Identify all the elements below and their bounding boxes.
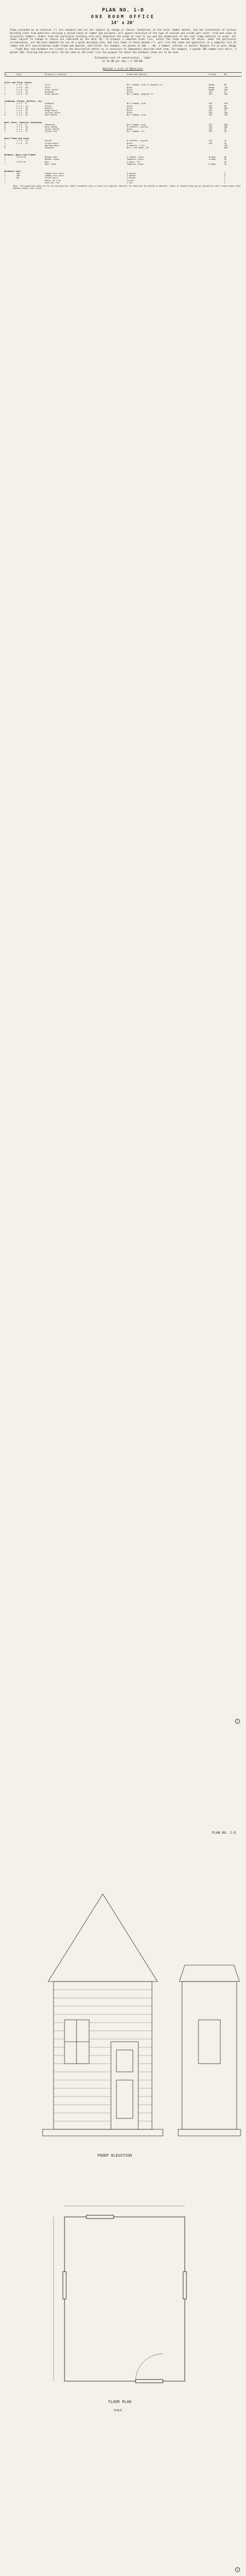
schedule-section: [4, 100, 242, 116]
table-cell: *: [4, 105, 6, 107]
building-size: 14' x 20': [111, 20, 135, 25]
column-header: Size: [16, 73, 21, 76]
table-cell: No.1 Common, pine: [127, 102, 146, 105]
table-cell: *: [4, 86, 6, 89]
table-cell: S4S: [209, 140, 213, 142]
table-cell: 135: [224, 144, 228, 147]
table-cell: #: [4, 125, 6, 128]
side-window: [198, 2020, 220, 2064]
table-cell: Ditto: [127, 105, 133, 107]
door: [111, 2042, 138, 2129]
table-cell: Ditto: [127, 86, 133, 89]
table-cell: 360: [224, 123, 228, 126]
column-header: No.: [4, 73, 8, 76]
table-cell: Frieze board: [45, 142, 58, 145]
table-cell: B & Better, cypress: [127, 140, 148, 142]
table-cell: Door: [45, 160, 50, 163]
table-cell: 320: [224, 114, 228, 117]
table-cell: Floor boards: [45, 93, 58, 96]
table-cell: Ditto: [127, 128, 133, 131]
foundation: [43, 2129, 163, 2136]
table-cell: S4S: [209, 107, 213, 109]
table-cell: 80: [224, 84, 227, 86]
table-cell: Rough: [209, 84, 215, 86]
table-cell: 2: [224, 181, 226, 184]
table-cell: *: [4, 156, 6, 159]
table-cell: [209, 147, 224, 149]
table-cell: 600: [224, 147, 228, 149]
table-cell: Complete, plain: [127, 158, 144, 161]
table-cell: 8d: [16, 177, 19, 180]
section-title: Windows, Doors and Frames: [4, 153, 36, 157]
table-cell: Ditto: [127, 88, 133, 91]
section-title: Wall Cover, Interior Sheathing: [4, 120, 42, 124]
schedule-section: [4, 170, 242, 184]
table-cell: #: [4, 147, 6, 149]
table-cell: Corner boards: [45, 128, 60, 131]
table-cell: 2: [224, 177, 226, 180]
table-cell: 45: [224, 160, 227, 163]
table-cell: Ditto: [127, 107, 133, 109]
table-cell: 1 x 6 - 12': [16, 90, 29, 93]
table-cell: [16, 182, 45, 184]
table-cell: Primed: [209, 163, 216, 165]
table-cell: Common wire nails: [45, 172, 64, 175]
table-cell: S4S: [209, 112, 213, 114]
table-cell: Ditto: [127, 90, 133, 93]
table-cell: 1 x 4 - 12': [16, 130, 29, 133]
table-cell: 110: [224, 86, 228, 89]
table-cell: Rough: [209, 88, 215, 91]
table-cell: Sills: [45, 84, 51, 86]
table-cell: Drop siding: [45, 125, 57, 128]
scale-label: SCALE: [114, 2409, 122, 2412]
table-cell: 1 x 6 - 14': [16, 142, 29, 145]
column-header: Finish: [209, 73, 216, 76]
table-cell: 2: [224, 179, 226, 182]
table-cell: 3: [224, 175, 226, 177]
table-cell: 20d: [16, 172, 20, 175]
schedule-section: [4, 153, 242, 165]
table-cell: 2 x 4 - 14': [16, 112, 29, 114]
table-cell: Ditto: [127, 109, 133, 112]
table-cell: *: [4, 172, 6, 175]
schedule-section: [4, 137, 242, 149]
table-cell: No.2 Common, pine: [127, 114, 146, 117]
column-header: Purpose & Location: [45, 73, 66, 76]
table-cell: Complete, plain: [127, 163, 144, 165]
table-cell: 40: [224, 130, 227, 133]
table-cell: 1 x 8 - 14': [16, 140, 29, 142]
table-cell: Window frames: [45, 158, 60, 161]
table-cell: *: [4, 158, 6, 161]
elevation-label: FRONT ELEVATION: [97, 2153, 132, 2158]
table-cell: No.2 Common, Douglas fir: [127, 93, 154, 96]
table-cell: 2 pounds: [127, 177, 136, 180]
intro-paragraph: Items preceded by an asterisk (*) are standard and are not subject to change or choice. Conditions of the local lumber market, and the limitations of certain building sites from materials carrying a varied stock of lumber and millwork, will govern selection of the type of outside and inside wall cover, trim and sizes of structural timbers. Orders from the particular building site will determine the kinds of roof to use and the dimensions of the roof frame material to order. All items subject to change or choice are indicated by the mark (#). To prepare a complete order list, select the items marked (#) which, under the particular circumstances, are the most adapted for use at a given building site. And such items in those marked (*), will list the items and quantities in a complete list of lumber and mill specifications under Grade and Species, and Finish. For example, ten pieces of 2x6 ... No. 1 Common, refined, or better; Douglas fir or pine. Rough ... Frame Door and hardware are listed in the descriptive matter as is necessary to adequately describe each item. For example, 5 pounds 20d common wire nails, 3 pounds 10d, flooring and wire nails. Do not show on the order list the purpose for which the hardware items are to be used.: [10, 28, 236, 54]
table-cell: Floor joists: [45, 88, 58, 91]
table-cell: 2 x 4 - 10': [16, 107, 29, 109]
schedule-section: [4, 81, 242, 95]
table-cell: 18: [224, 142, 227, 145]
table-cell: *: [4, 179, 6, 182]
table-cell: Door frame: [45, 163, 56, 165]
table-cell: Ceiling joists: [45, 112, 61, 114]
table-cell: Plates: [45, 105, 52, 107]
table-cell: #: [4, 114, 6, 117]
table-cell: *: [4, 84, 6, 86]
table-cell: 2 x 4 - 14': [16, 105, 29, 107]
table-cell: 1 x 6 - 12': [16, 114, 29, 117]
estimate-line-2: at $4.00 per day = $ 128.00.: [102, 60, 144, 63]
building-drawing: [4, 1801, 242, 2567]
table-cell: *: [4, 160, 6, 163]
table-cell: 2 x 4 - 8': [16, 102, 28, 105]
table-cell: 2'8"x6'8": [16, 160, 27, 163]
gable-roof: [48, 1894, 157, 1982]
column-header: Grade and Species: [127, 73, 147, 76]
schedule-title: Builder's List of Materials: [103, 68, 143, 71]
schedule-note: Note:- The quantities shown are for the building only. Where foundation piers or posts are required, material for these must be ordered in addition. Lumber in lengths shown may be replaced by other lengths whose total quantity equals that listed.: [13, 185, 241, 190]
table-cell: Primed: [209, 156, 216, 159]
table-cell: Fascia: [45, 140, 52, 142]
table-cell: Window sash: [45, 156, 57, 159]
table-cell: 5: [224, 172, 226, 175]
table-cell: *: [4, 163, 6, 165]
table-cell: 2 x 6 - 20': [16, 86, 29, 89]
table-cell: 3 pounds: [127, 175, 136, 177]
table-cell: Common wire nails: [45, 175, 64, 177]
table-cell: S4S: [209, 125, 213, 128]
table-cell: No.2 Common, pine: [127, 123, 146, 126]
table-cell: 20: [224, 128, 227, 131]
table-cell: #: [4, 144, 6, 147]
table-cell: 2'6"x4'6": [16, 156, 27, 159]
table-cell: S2S: [209, 123, 213, 126]
cost-estimate: [4, 57, 242, 63]
table-cell: 35: [224, 90, 227, 93]
column-header: Wt.: [224, 73, 228, 76]
table-cell: Primed: [209, 158, 216, 161]
table-cell: No.1, red cedar, 16": [127, 147, 149, 149]
table-cell: 1 x 4 - 12': [16, 128, 29, 131]
plan-window-top: [86, 2215, 114, 2219]
table-cell: *: [4, 142, 6, 145]
side-foundation: [178, 2129, 241, 2136]
table-cell: 1 x 6 - 8': [16, 123, 28, 126]
table-cell: Bridging: [45, 90, 54, 93]
table-cell: *: [4, 175, 6, 177]
table-cell: Lock set, rim: [45, 181, 60, 184]
table-cell: S4S: [209, 105, 213, 107]
table-cell: 5 pounds: [127, 172, 136, 175]
table-cell: *: [4, 88, 6, 91]
table-cell: S4S: [209, 109, 213, 112]
table-cell: 1 x 6 - 14': [16, 125, 29, 128]
table-cell: No.1 Common, pine or Douglas fir: [127, 84, 163, 86]
table-cell: Finish nails: [45, 177, 58, 180]
table-cell: Sills: [45, 86, 51, 89]
table-cell: 2 x 6 - 14': [16, 88, 29, 91]
page-marker-2: 2: [235, 2567, 240, 2572]
front-elevation: [43, 1894, 163, 2136]
table-cell: Roofing paper: [45, 144, 60, 147]
table-cell: [209, 182, 224, 184]
plan-window-left: [63, 2272, 66, 2299]
table-cell: 35: [224, 163, 227, 165]
table-cell: S2S: [209, 93, 213, 96]
page-marker-1: 1: [235, 1719, 240, 1724]
table-cell: *: [4, 112, 6, 114]
plan-number: PLAN NO. 1-D: [102, 8, 144, 13]
table-cell: 24: [224, 140, 227, 142]
table-cell: 1 set: [127, 181, 133, 184]
table-cell: S4S: [209, 102, 213, 105]
drawing-plan-label: PLAN NO. 1-D: [212, 1831, 236, 1835]
table-cell: Ditto: [127, 112, 133, 114]
table-cell: S2S: [209, 114, 213, 117]
table-cell: Rough: [209, 86, 215, 89]
door-swing: [136, 2354, 163, 2381]
floor-plan: [54, 2206, 186, 2383]
table-cell: 140: [224, 112, 228, 114]
table-cell: 420: [224, 102, 228, 105]
table-cell: *: [4, 130, 6, 133]
section-title: Sills and Floor Joists: [4, 81, 32, 84]
table-cell: S4S: [209, 128, 213, 131]
schedule-section: [4, 121, 242, 133]
section-title: Hardware List: [4, 170, 21, 173]
side-elevation: [178, 1965, 241, 2136]
table-cell: 10d: [16, 175, 20, 177]
table-cell: [16, 147, 45, 149]
section-title: Studding, Plates, Rafters, etc.: [4, 100, 43, 103]
table-cell: 12: [224, 109, 227, 112]
section-title: Roof Frame and Cover: [4, 137, 30, 140]
table-cell: Inside trim: [45, 130, 57, 133]
table-cell: 3 squares, 1 ply: [127, 144, 145, 147]
document-title: ONE ROOM OFFICE: [91, 14, 155, 19]
table-cell: No.1 Common, fir: [127, 130, 145, 133]
schedule-header: [4, 72, 242, 77]
table-cell: #: [4, 123, 6, 126]
table-cell: 2 x 6 - 14': [16, 84, 29, 86]
table-cell: S4S: [209, 90, 213, 93]
table-cell: 300: [224, 93, 228, 96]
table-cell: 300: [224, 125, 228, 128]
table-cell: #: [4, 93, 6, 96]
table-cell: 5 panel, fir: [127, 160, 140, 163]
table-cell: S4S: [209, 130, 213, 133]
table-cell: 1 x 6 - 14': [16, 109, 29, 112]
side-roof: [179, 1965, 239, 1982]
table-cell: *: [4, 140, 6, 142]
table-cell: B & Better, cypress: [127, 125, 148, 128]
table-cell: *: [4, 90, 6, 93]
table-row: [4, 130, 242, 132]
table-cell: 90: [224, 105, 227, 107]
table-cell: 1½ pair: [127, 179, 135, 182]
table-cell: Sheathing: [45, 123, 55, 126]
plan-window-right: [183, 2272, 186, 2299]
plan-outline: [65, 2217, 185, 2381]
table-cell: Studding: [45, 102, 54, 105]
table-cell: 1 x 6 - 14': [16, 93, 29, 96]
plan-door: [136, 2379, 163, 2383]
materials-schedule: [4, 72, 242, 184]
table-cell: 180: [224, 107, 228, 109]
table-row: [4, 114, 242, 116]
table-cell: *: [4, 181, 6, 184]
table-cell: Shingles: [45, 147, 54, 149]
table-cell: #: [4, 128, 6, 131]
table-cell: *: [4, 107, 6, 109]
table-cell: S4S: [209, 142, 213, 145]
table-cell: Ridge board: [45, 109, 57, 112]
table-cell: 4 lights, 12x24: [127, 156, 144, 159]
table-cell: *: [4, 177, 6, 180]
table-cell: Butts, 3½ x 3½: [45, 179, 61, 182]
estimate-line-1: Estimated cost of construction - labor: [95, 57, 151, 60]
table-cell: 250: [224, 88, 228, 91]
table-cell: 60: [224, 156, 227, 159]
floor-plan-label: FLOOR PLAN: [108, 2400, 132, 2404]
table-cell: 90: [224, 158, 227, 161]
table-cell: Ditto: [127, 142, 133, 145]
table-cell: *: [4, 109, 6, 112]
table-cell: Roof boards: [45, 114, 57, 117]
table-cell: *: [4, 102, 6, 105]
table-cell: Rafters: [45, 107, 53, 109]
